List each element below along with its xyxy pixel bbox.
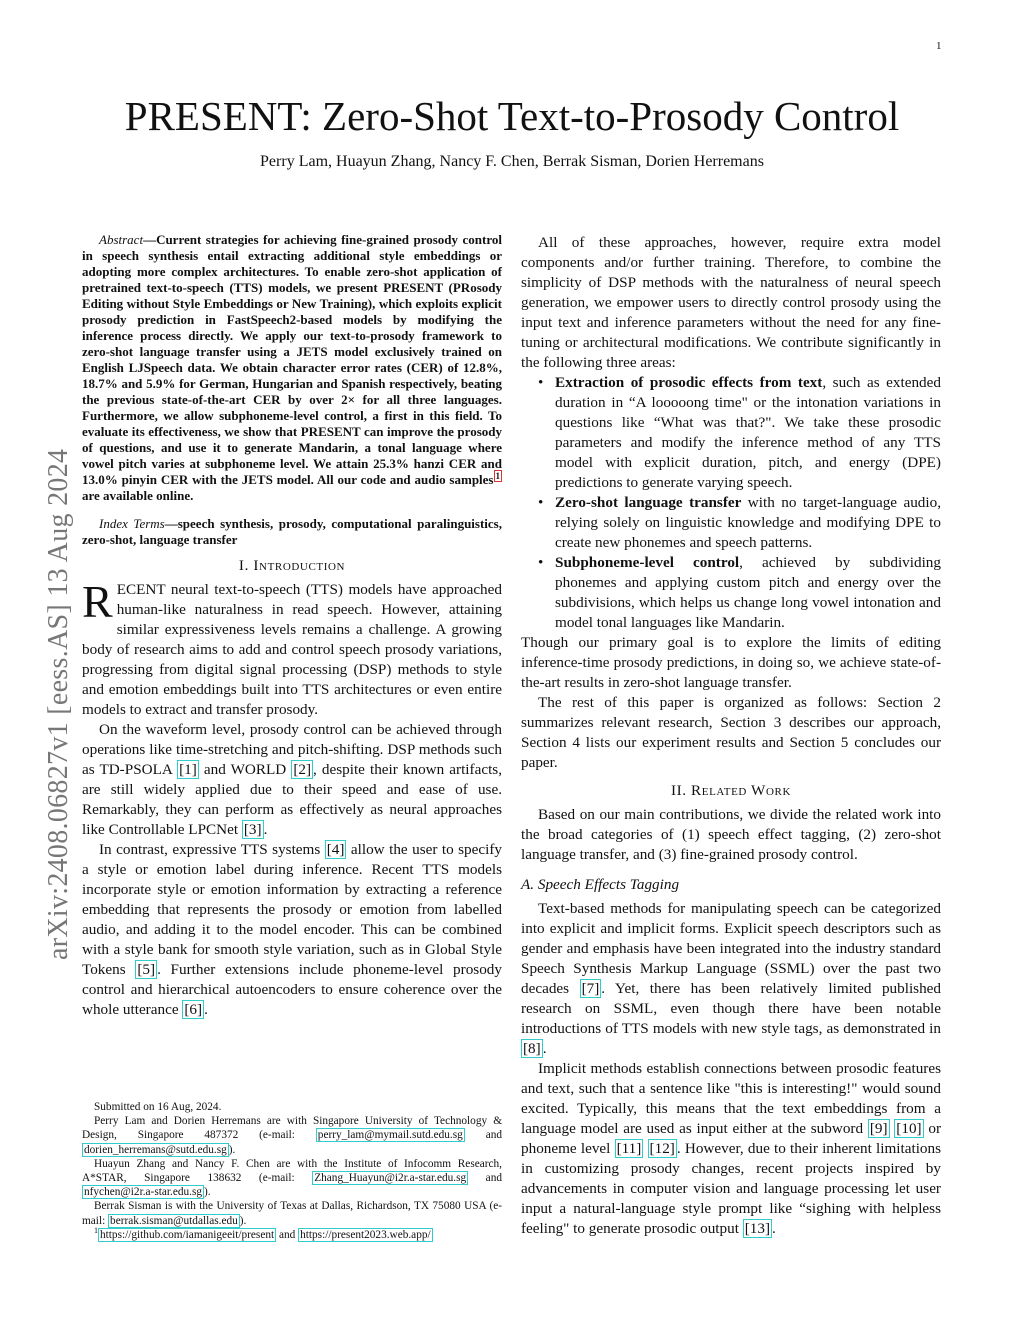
list-item-text: with no target-language audio, relying solely on linguistic knowledge and modifying DPE to create new phonemes and speech patterns. <box>555 494 941 551</box>
paragraph: All of these approaches, however, require extra model components and/or further training. Therefore, to combine the simplicity of DSP methods with the naturalness of neural speech generation, we empower users to directly control prosody using the input text and inference parameters without the need for any fine-tuning or architectural modifications. We contribute significantly in the following three areas: <box>521 234 941 371</box>
paragraph <box>521 1059 941 1239</box>
citation-link[interactable]: [11] <box>616 1140 642 1157</box>
citation-link[interactable]: [12] <box>649 1140 675 1157</box>
list-item <box>555 493 941 553</box>
footnote-affiliation-3 <box>82 1199 502 1227</box>
list-item-text: , achieved by subdividing phonemes and applying custom pitch and energy over the subdivisions, which helps us change long vowel intonation and model tonal languages like Mandarin. <box>555 554 941 631</box>
paragraph: Based on our main contributions, we divide the related work into the broad categories of (1) speech effect tagging, (2) zero-shot language transfer, and (3) fine-grained prosody control. <box>521 806 941 863</box>
citation-link[interactable]: [2] <box>293 761 312 778</box>
text-run: . However, due to their inherent limitations in customizing prosody changes, recent projects inspired by advancements in computer vision and language processing let user input a natural-language style prompt like “sighing with helpless feeling" to generate prosodic output <box>521 1140 942 1237</box>
footnote-affiliation-1 <box>82 1114 502 1157</box>
abstract-text: Current strategies for achieving fine-grained prosody control in speech synthesis entail extracting additional style embeddings or adopting more complex architectures. To enable zero-shot application of pretrained text-to-speech (TTS) models, we present PRESENT (PRosody Editing without Style Embeddings or New Training), which exploits explicit prosody prediction in FastSpeech2-based models by modifying the inference process directly. We apply our text-to-prosody framework to zero-shot language transfer using a JETS model exclusively trained on English LJSpeech data. We obtain character error rates (CER) of 12.8%, 18.7% and 5.9% for German, Hungarian and Spanish respectively, beating the previous state-of-the-art CER by over 2× for all three languages. Furthermore, we allow subphoneme-level control, a first in this field. To evaluate its effectiveness, we show that PRESENT can improve the prosody of questions, and use it to generate Mandarin, a tonal language where vowel pitch varies at subphoneme level. We attain 25.3% hanzi CER and 13.0% pinyin CER with the JETS model. All our code and audio samples <box>82 232 502 487</box>
arxiv-identifier[interactable]: arXiv:2408.06827v1 [eess.AS] 13 Aug 2024 <box>43 448 74 960</box>
footnote-text: ). <box>204 1186 211 1199</box>
text-run: In contrast, expressive TTS systems <box>99 841 325 858</box>
footnote-text: Perry Lam and Dorien Herremans are with Singapore University of Technology & Design, Singapore 487372 (e-mail: <box>82 1115 502 1142</box>
citation-link[interactable]: [7] <box>581 980 600 997</box>
email-link[interactable]: Zhang_Huayun@i2r.a-star.edu.sg <box>314 1172 467 1185</box>
footnote-text: and <box>464 1129 503 1142</box>
intro-paragraph-3 <box>82 840 502 1020</box>
citation-link[interactable]: [10] <box>896 1120 922 1137</box>
drop-cap: R <box>82 576 113 627</box>
author-list: Perry Lam, Huayun Zhang, Nancy F. Chen, Berrak Sisman, Dorien Herremans <box>260 153 764 170</box>
text-run: , despite their known artifacts, are still widely applied due to their speed and ease of use. Remarkably, they can perform as effectively as neural approaches like Controllable LPCNet <box>82 761 502 838</box>
citation-link[interactable]: [9] <box>869 1120 888 1137</box>
intro-paragraph-2 <box>82 720 502 840</box>
subsection-heading: A. Speech Effects Tagging <box>521 876 680 893</box>
left-column <box>82 232 502 1020</box>
footnote-submitted: Submitted on 16 Aug, 2024. <box>94 1101 222 1113</box>
footnote-1 <box>82 1228 502 1242</box>
footnote-text: and <box>276 1228 299 1241</box>
text-run: allow the user to specify a style or emotion label during inference. Recent TTS models incorporate style or emotion information by extracting a reference embedding that represents the prosody or emotion from labelled audio, and adding it to the model encoder. This can be combined with a style bank for smooth style variation, such as in Global Style Tokens <box>82 841 502 978</box>
email-link[interactable]: perry_lam@mymail.sutd.edu.sg <box>317 1129 463 1142</box>
paragraph: The rest of this paper is organized as follows: Section 2 summarizes relevant research, Section 3 describes our approach, Section 4 lists our experiment results and Section 5 concludes our paper. <box>521 694 941 771</box>
list-item-bold: Zero-shot language transfer <box>555 494 742 511</box>
index-terms-dash: — <box>164 516 178 531</box>
intro-paragraph-1-text: ECENT neural text-to-speech (TTS) models have approached human-like naturalness in read speech. However, attaining similar expressiveness levels remains a challenge. A growing body of research aims to add and control speech prosody variations, progressing from digital signal processing (DSP) methods to style and emotion embeddings built into TTS architectures or even entire models to extract and transfer prosody. <box>82 581 502 718</box>
footnote-number: 1 <box>94 1226 98 1236</box>
paragraph: Though our primary goal is to explore the limits of editing inference-time prosody predictions, in doing so, we achieve state-of-the-art results in zero-shot language transfer. <box>521 634 941 691</box>
index-terms-label: Index Terms <box>99 516 165 531</box>
text-run: . <box>772 1220 776 1237</box>
list-item-text: , such as extended duration in “A looooong time" or the intonation variations in questions like “What was that?". We take these prosodic parameters and modify the inference method of any TTS model with explicit duration, pitch, and energy (DPE) predictions to generate varying speech. <box>555 374 941 491</box>
text-run: . <box>204 1001 208 1018</box>
contributions-list <box>521 373 941 633</box>
text-run: . Yet, there has been relatively limited published research on SSML, even though there have been notable introductions of TTS models with new style tags, as demonstrated in <box>521 980 942 1037</box>
text-run: . <box>542 1040 547 1057</box>
list-item-bold: Subphoneme-level control <box>555 554 740 571</box>
citation-link[interactable]: [6] <box>184 1001 203 1018</box>
text-run: Text-based methods for manipulating speech can be categorized into explicit and implicit forms. Explicit speech descriptors such as gender and emphasis have been integrated into the industry standard Speech Synthesis Markup Language (SSML) over the past two decades <box>521 900 941 997</box>
email-link[interactable]: nfychen@i2r.a-star.edu.sg <box>84 1186 203 1199</box>
text-run <box>643 1140 647 1157</box>
index-terms <box>82 516 502 548</box>
list-item-bold: Extraction of prosodic effects from text <box>555 374 823 391</box>
paper-title: PRESENT: Zero-Shot Text-to-Prosody Control <box>124 93 900 139</box>
citation-link[interactable]: [5] <box>137 961 156 978</box>
list-item <box>555 373 941 493</box>
list-item <box>555 553 941 633</box>
footnote-text: ). <box>239 1214 247 1227</box>
abstract <box>82 232 502 504</box>
right-column <box>521 233 941 1239</box>
abstract-dash: — <box>143 232 157 247</box>
url-link[interactable]: https://present2023.web.app/ <box>300 1228 431 1241</box>
text-run: Implicit methods establish connections between prosodic features and text, such that a sentence like "this is interesting!" would sound excited. Typically, this means that the text embeddings from a language model are used as input either at the subword <box>521 1060 941 1137</box>
text-run: or phoneme level <box>521 1120 942 1157</box>
footnote-text: Berrak Sisman is with the University of Texas at Dallas, Richardson, TX 75080 USA (e-mail: <box>82 1200 502 1227</box>
citation-link[interactable]: [3] <box>243 821 262 838</box>
citation-link[interactable]: [1] <box>179 761 197 778</box>
citation-link[interactable]: [8] <box>523 1040 541 1057</box>
text-run: and WORLD <box>198 761 292 778</box>
section-heading-introduction: I. Introduction <box>238 557 346 574</box>
footnote-text: ). <box>228 1143 236 1156</box>
text-run: On the waveform level, prosody control can be achieved through operations like time-stretching and pitch-shifting. DSP methods such as TD-PSOLA <box>82 721 502 778</box>
footnote-affiliation-2 <box>82 1157 502 1200</box>
text-run: . Further extensions include phoneme-level prosody control and hierarchical autoencoders to ensure coherence over the whole utterance <box>82 961 502 1018</box>
email-link[interactable]: berrak.sisman@utdallas.edu <box>110 1214 238 1227</box>
index-terms-text: speech synthesis, prosody, computational paralinguistics, zero-shot, language transfer <box>82 516 502 547</box>
footnote-marker-link[interactable]: 1 <box>495 470 500 481</box>
abstract-label: Abstract <box>99 232 144 247</box>
email-link[interactable]: dorien_herremans@sutd.edu.sg <box>84 1143 227 1156</box>
url-link[interactable]: https://github.com/iamanigeeit/present <box>100 1228 275 1241</box>
footnotes <box>82 1100 502 1242</box>
footnote-text: Huayun Zhang and Nancy F. Chen are with the Institute of Infocomm Research, A*STAR, Singapore 138632 (e-mail: <box>82 1157 502 1185</box>
page-number: 1 <box>936 40 942 52</box>
abstract-text-end: are available online. <box>82 488 194 503</box>
section-heading-related-work: II. Related Work <box>670 782 792 799</box>
footnote-text: and <box>468 1172 502 1185</box>
citation-link[interactable]: [13] <box>744 1220 771 1237</box>
paragraph <box>521 899 941 1059</box>
text-run: . <box>263 821 268 838</box>
citation-link[interactable]: [4] <box>326 841 345 858</box>
intro-paragraph-1 <box>82 576 502 720</box>
